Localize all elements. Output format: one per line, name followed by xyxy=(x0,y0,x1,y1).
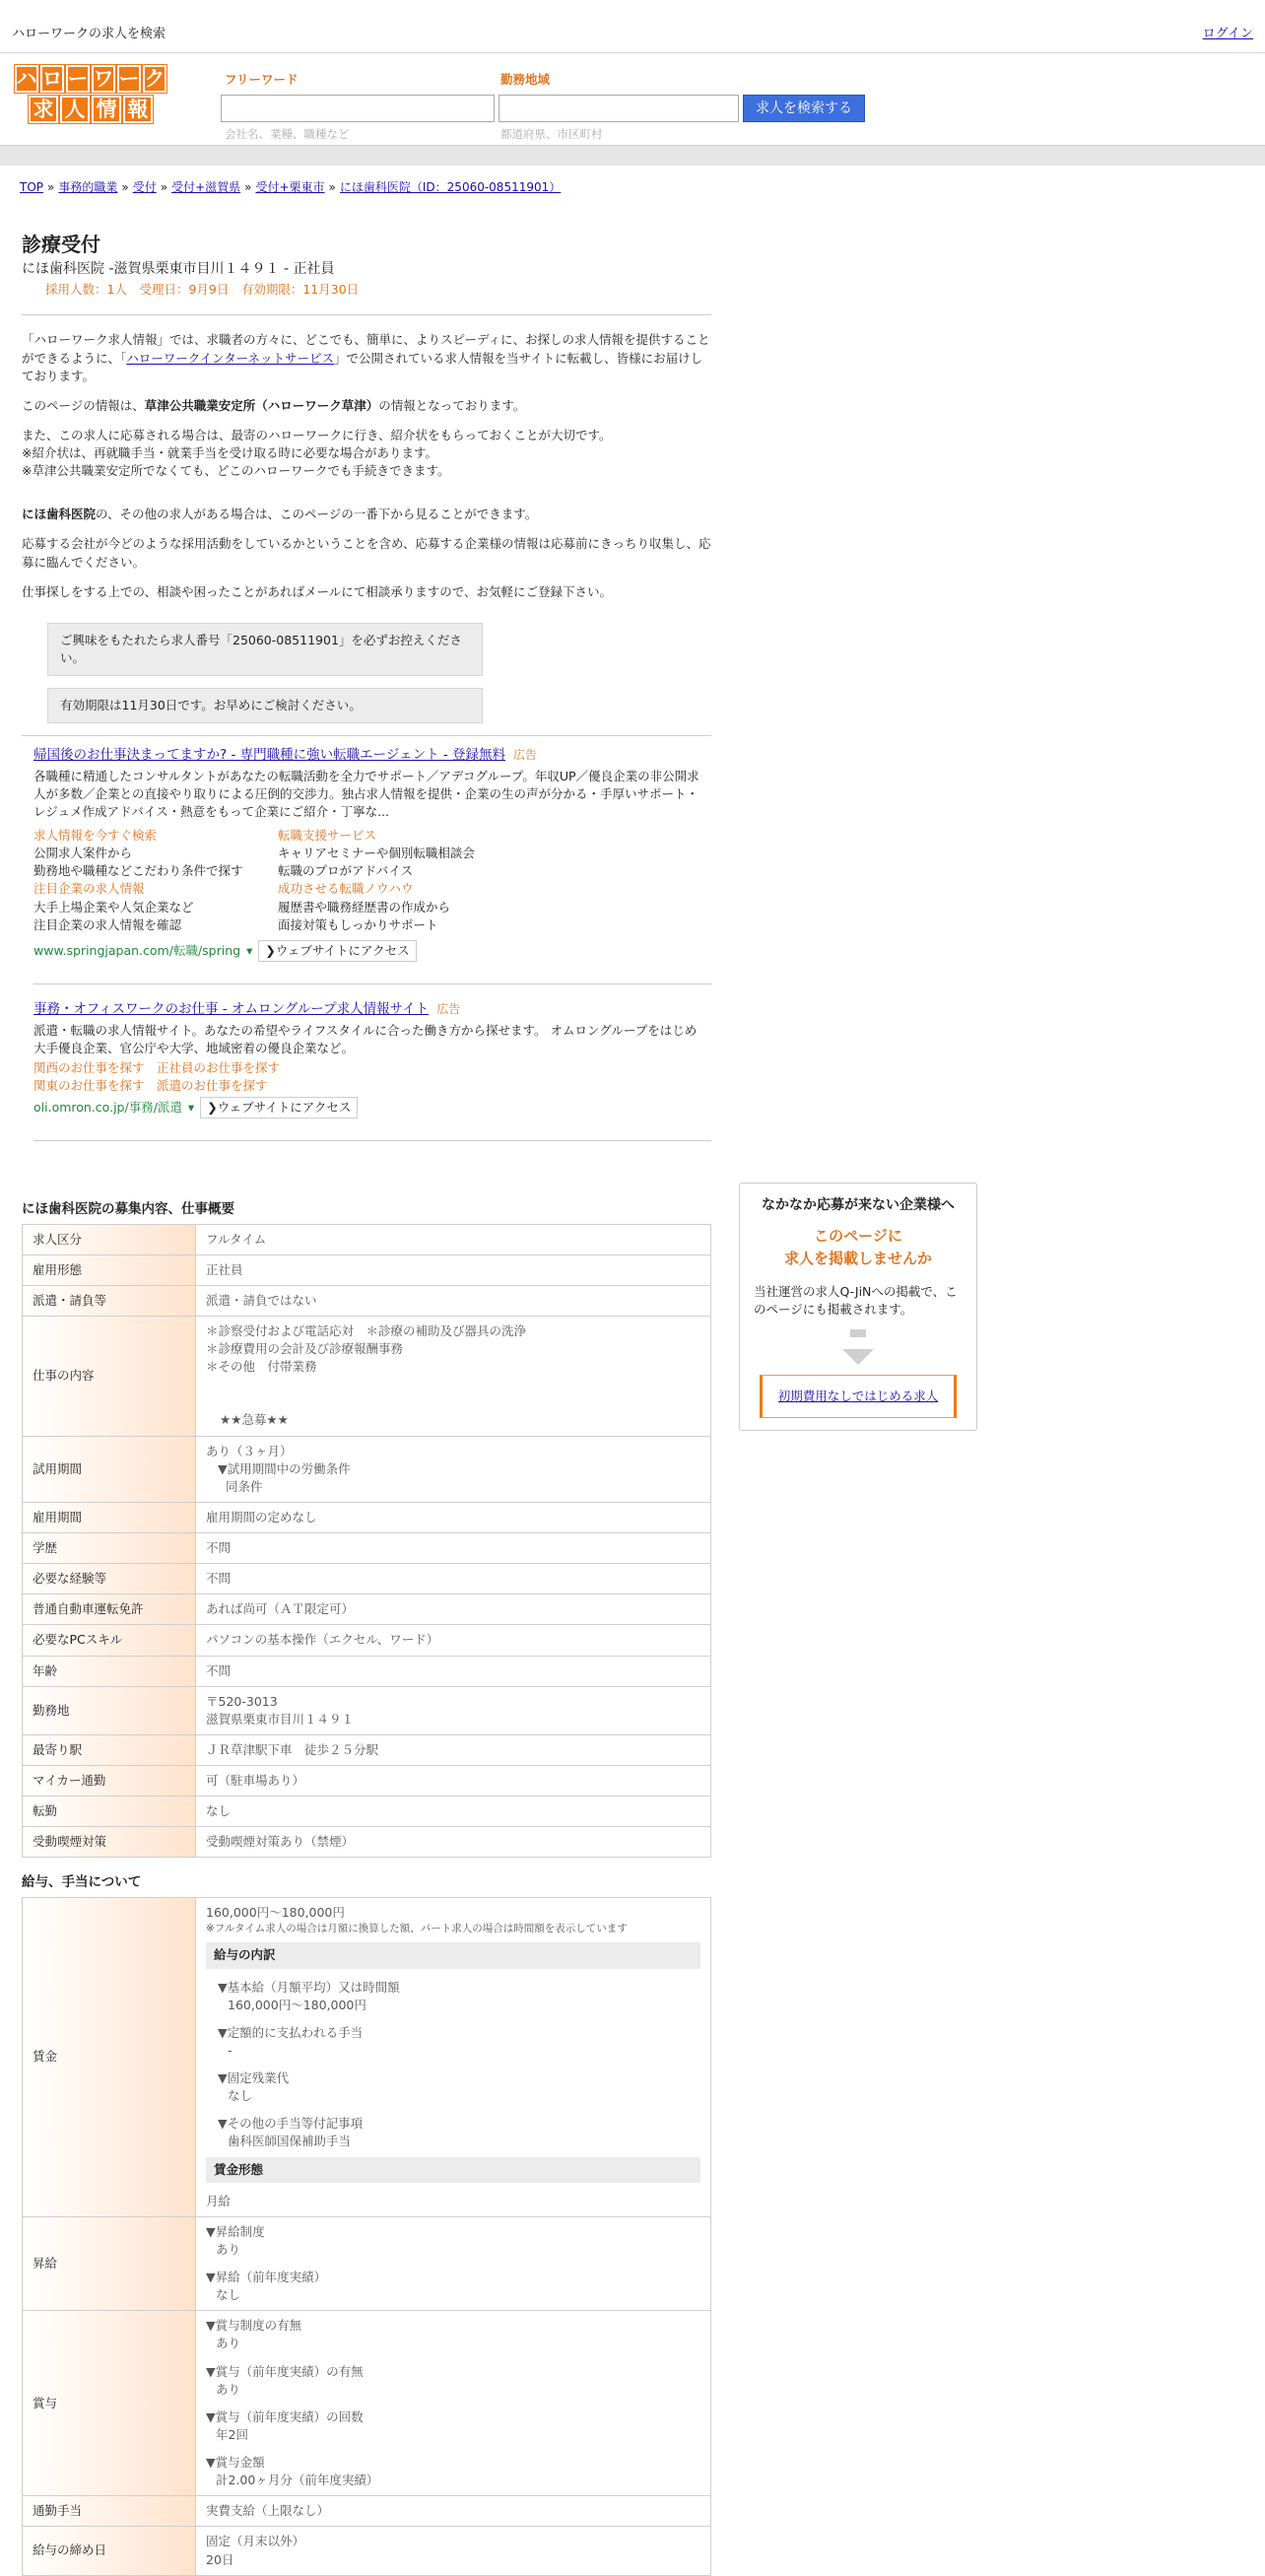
wage-form-header: 賃金形態 xyxy=(206,2157,700,2183)
keyword-input[interactable] xyxy=(221,95,495,122)
table-row: 雇用期間 雇用期間の定めなし xyxy=(23,1502,711,1532)
breadcrumb-prefecture[interactable]: 受付+滋賀県 xyxy=(171,180,241,194)
hellowork-internet-link[interactable]: ハローワークインターネットサービス xyxy=(126,350,335,366)
details-title: にほ歯科医院の募集内容、仕事概要 xyxy=(22,1201,234,1218)
intro-apply-note: また、この求人に応募される場合は、最寄のハローワークに行き、紹介状をもらっておくことが大切です。 ※紹介状は、再就職手当・就業手当を受け取る時に必要な場合があります。 ※草津公共職業安定所でなくても、どこのハローワークでも手続きできます。 xyxy=(22,427,612,479)
area-hint: 都道府県、市区町村 xyxy=(500,127,603,141)
intro-research: 応募する会社が今どのような採用活動をしているかということを含め、応募する企業様の情報は応募前にきっちり収集し、応募に臨んでください。 xyxy=(22,536,711,570)
details-table xyxy=(22,1224,711,1859)
ad-title-link[interactable]: 事務・オフィスワークのお仕事 - オムロングループ求人情報サイト xyxy=(33,1000,430,1017)
visit-site-button[interactable]: ❯ウェブサイトにアクセス xyxy=(200,1097,358,1119)
ad-sitelink[interactable]: 転職支援サービス キャリアセミナーや個別転職相談会 転職のプロがアドバイス xyxy=(278,828,475,879)
intro xyxy=(22,331,711,600)
logo-char: 情 xyxy=(92,96,121,123)
promo-cta-link[interactable]: 初期費用なしではじめる求人 xyxy=(760,1375,957,1418)
divider xyxy=(22,314,711,315)
area-label: 勤務地域 xyxy=(500,72,551,87)
table-row: 昇給 ▼昇給制度 あり ▼昇給（前年度実績） なし xyxy=(23,2216,711,2311)
ad-url[interactable]: www.springjapan.com/転職/spring xyxy=(33,942,241,958)
table-row: 必要な経験等 不問 xyxy=(23,1564,711,1594)
breadcrumb-occupation[interactable]: 受付 xyxy=(132,180,157,194)
keyword-hint: 会社名、業種、職種など xyxy=(225,127,350,141)
ad-divider xyxy=(33,983,711,984)
table-row: 必要なPCスキル パソコンの基本操作（エクセル、ワード） xyxy=(23,1625,711,1656)
ad-block xyxy=(33,1000,703,1119)
main-content xyxy=(22,225,711,2576)
ad-tag: 広告 xyxy=(513,748,538,763)
promo-heading: なかなか応募が来ない企業様へ xyxy=(762,1197,955,1213)
logo-row-top xyxy=(4,65,177,93)
login-link[interactable]: ログイン xyxy=(1202,27,1253,41)
breakdown-header: 給与の内訳 xyxy=(206,1942,700,1968)
table-row: 受動喫煙対策 受動喫煙対策あり（禁煙） xyxy=(23,1827,711,1858)
ad-url-row xyxy=(33,1097,703,1119)
arrow-down-icon xyxy=(842,1349,874,1365)
ad-url-row xyxy=(33,940,703,962)
logo-char: 求 xyxy=(29,96,58,123)
ad-url[interactable]: oli.omron.co.jp/事務/派遣 xyxy=(33,1100,182,1116)
job-title: 診療受付 xyxy=(22,233,100,256)
header-divider-band xyxy=(0,146,1265,166)
table-row: 試用期間 あり（３ヶ月） ▼試用期間中の労働条件 同条件 xyxy=(23,1436,711,1502)
logo-char: ー xyxy=(117,65,141,93)
promo-catchphrase: このページに 求人を掲載しませんか xyxy=(783,1227,932,1267)
table-row: 通勤手当 実費支給（上限なし） xyxy=(23,2496,711,2527)
area-input[interactable] xyxy=(499,95,739,122)
table-row: 最寄り駅 ＪＲ草津駅下車 徒歩２５分駅 xyxy=(23,1734,711,1765)
breadcrumb-job[interactable]: にほ歯科医院（ID：25060-08511901） xyxy=(339,180,562,194)
table-row: マイカー通勤 可（駐車場あり） xyxy=(23,1766,711,1796)
site-logo[interactable] xyxy=(4,65,177,126)
ad-block xyxy=(33,746,703,962)
table-row: 給与の締め日 固定（月末以外） 20日 xyxy=(23,2527,711,2575)
site-title: ハローワークの求人を検索 xyxy=(12,27,166,41)
intro-paragraph: 「ハローワーク求人情報」では、求職者の方々に、どこでも、簡単に、よりスピーディに、お探しの求人情報を提供することができるように、「ハローワークインターネットサービス」で公開されている求人情報を当サイトに転載し、皆様にお届けしております。 xyxy=(22,332,710,383)
table-row: 賃金 160,000円〜180,000円 ※フルタイム求人の場合は月額に換算した額、パート求人の場合は時間額を表示しています 給与の内訳 ▼基本給（月額平均）又は時間額 160,000円〜180,000円 ▼定額的に支払われる手当 - ▼固定残業代 なし ▼その他の手当等付記事項 歯科医師国保補助手当 賃金形態 月給 xyxy=(23,1898,711,2217)
keyword-label: フリーワード xyxy=(225,72,299,87)
ad-sitelink[interactable]: 派遣のお仕事を探す xyxy=(157,1077,268,1093)
table-row: 年齢 不問 xyxy=(23,1656,711,1686)
logo-char: ロ xyxy=(40,65,64,93)
table-row: 普通自動車運転免許 あれば尚可（ＡＴ限定可） xyxy=(23,1594,711,1625)
promo-text: 当社運営の求人Q-JiNへの掲載で、このページにも掲載されます。 xyxy=(754,1284,958,1318)
dropdown-icon[interactable]: ▾ xyxy=(187,1100,195,1116)
ad-sitelinks xyxy=(33,827,703,934)
table-row: 仕事の内容 ＊診察受付および電話応対 ＊診療の補助及び器具の洗浄 ＊診療費用の会計及び診療報酬事務 ＊その他 付帯業務 ★★急募★★ xyxy=(23,1317,711,1437)
visit-site-button[interactable]: ❯ウェブサイトにアクセス xyxy=(258,940,416,962)
logo-row-bottom xyxy=(4,96,177,123)
notice-deadline: 有効期限は11月30日です。お早めにご検討ください。 xyxy=(47,688,483,723)
table-row: 転勤 なし xyxy=(23,1796,711,1827)
logo-char: ワ xyxy=(92,65,115,93)
table-row: 求人区分 フルタイム xyxy=(23,1224,711,1254)
notice-job-number: ご興味をもたれたら求人番号「25060-08511901」を必ずお控えください。 xyxy=(47,623,483,676)
job-subtitle: にほ歯科医院 -滋賀県栗東市目川１４９１ - 正社員 xyxy=(22,261,335,277)
logo-char: ハ xyxy=(15,65,38,93)
top-bar xyxy=(0,0,1265,53)
table-row: 派遣・請負等 派遣・請負ではない xyxy=(23,1285,711,1316)
breadcrumb-city[interactable]: 受付+栗東市 xyxy=(255,180,325,194)
table-row: 勤務地 〒520-3013 滋賀県栗東市目川１４９１ xyxy=(23,1686,711,1734)
salary-title: 給与、手当について xyxy=(22,1874,142,1891)
ad-sitelink[interactable]: 成功させる転職ノウハウ 履歴書や職務経歴書の作成から 面接対策もしっかりサポート xyxy=(278,881,451,932)
ad-tag: 広告 xyxy=(436,1001,461,1016)
logo-char: ク xyxy=(143,65,166,93)
ad-sitelink[interactable]: 正社員のお仕事を探す xyxy=(157,1059,281,1075)
ad-sitelink[interactable]: 求人情報を今すぐ検索 公開求人案件から 勤務地や職種などこだわり条件で探す xyxy=(33,828,243,879)
logo-char: ー xyxy=(66,65,90,93)
ad-title-link[interactable]: 帰国後のお仕事決まってますか? - 専門職種に強い転職エージェント - 登録無料 xyxy=(33,747,506,764)
breadcrumb: TOP » 事務的職業 » 受付 » 受付+滋賀県 » 受付+栗東市 » にほ歯科医院（ID：25060-08511901） xyxy=(20,180,562,194)
intro-consult: 仕事探しをする上での、相談や困ったことがあればメールにて相談承りますので、お気軽にご登録下さい。 xyxy=(22,583,613,599)
breadcrumb-top[interactable]: TOP xyxy=(20,180,44,194)
arrow-down-icon xyxy=(850,1329,866,1337)
ad-description: 各職種に精通したコンサルタントがあなたの転職活動を全力でサポート／アデコグループ。年収UP／優良企業の非公開求人が多数／企業との直接やり取りによる圧倒的交渉力。独占求人情報を提供・企業の生の声が分かる・手厚いサポート・レジュメ作成アドバイス・熱意をもって企業にご紹介・丁寧な... xyxy=(33,768,699,819)
advertise-promo-box xyxy=(739,1183,977,1431)
ad-sitelink[interactable]: 関西のお仕事を探す xyxy=(33,1059,145,1075)
intro-source: このページの情報は、草津公共職業安定所（ハローワーク草津）の情報となっております。 xyxy=(22,397,526,413)
ad-sitelink[interactable]: 関東のお仕事を探す xyxy=(33,1077,145,1093)
job-meta: 採用人数：1人 受理日：9月9日 有効期限：11月30日 xyxy=(45,282,360,298)
intro-other-jobs: にほ歯科医院の、その他の求人がある場合は、このページの一番下から見ることができます。 xyxy=(22,507,538,522)
ad-divider xyxy=(33,1140,711,1141)
ad-links xyxy=(33,1059,703,1095)
search-button[interactable]: 求人を検索する xyxy=(743,95,865,122)
table-row: 賞与 ▼賞与制度の有無 あり ▼賞与（前年度実績）の有無 あり ▼賞与（前年度実績）の回数 年2回 ▼賞与金額 計2.00ヶ月分（前年度実績） xyxy=(23,2311,711,2496)
dropdown-icon[interactable]: ▾ xyxy=(246,942,253,958)
table-row: 学歴 不問 xyxy=(23,1533,711,1564)
table-row: 雇用形態 正社員 xyxy=(23,1254,711,1285)
salary-table xyxy=(22,1897,711,2576)
divider xyxy=(22,735,711,736)
ad-sitelink[interactable]: 注目企業の求人情報 大手上場企業や人気企業など 注目企業の求人情報を確認 xyxy=(33,881,194,932)
logo-char: 報 xyxy=(123,96,153,123)
breadcrumb-category[interactable]: 事務的職業 xyxy=(58,180,118,194)
ad-description: 派遣・転職の求人情報サイト。あなたの希望やライフスタイルに合った働き方から探せます。 オムロングループをはじめ大手優良企業、官公庁や大学、地域密着の優良企業など。 xyxy=(33,1022,698,1055)
logo-char: 人 xyxy=(60,96,90,123)
